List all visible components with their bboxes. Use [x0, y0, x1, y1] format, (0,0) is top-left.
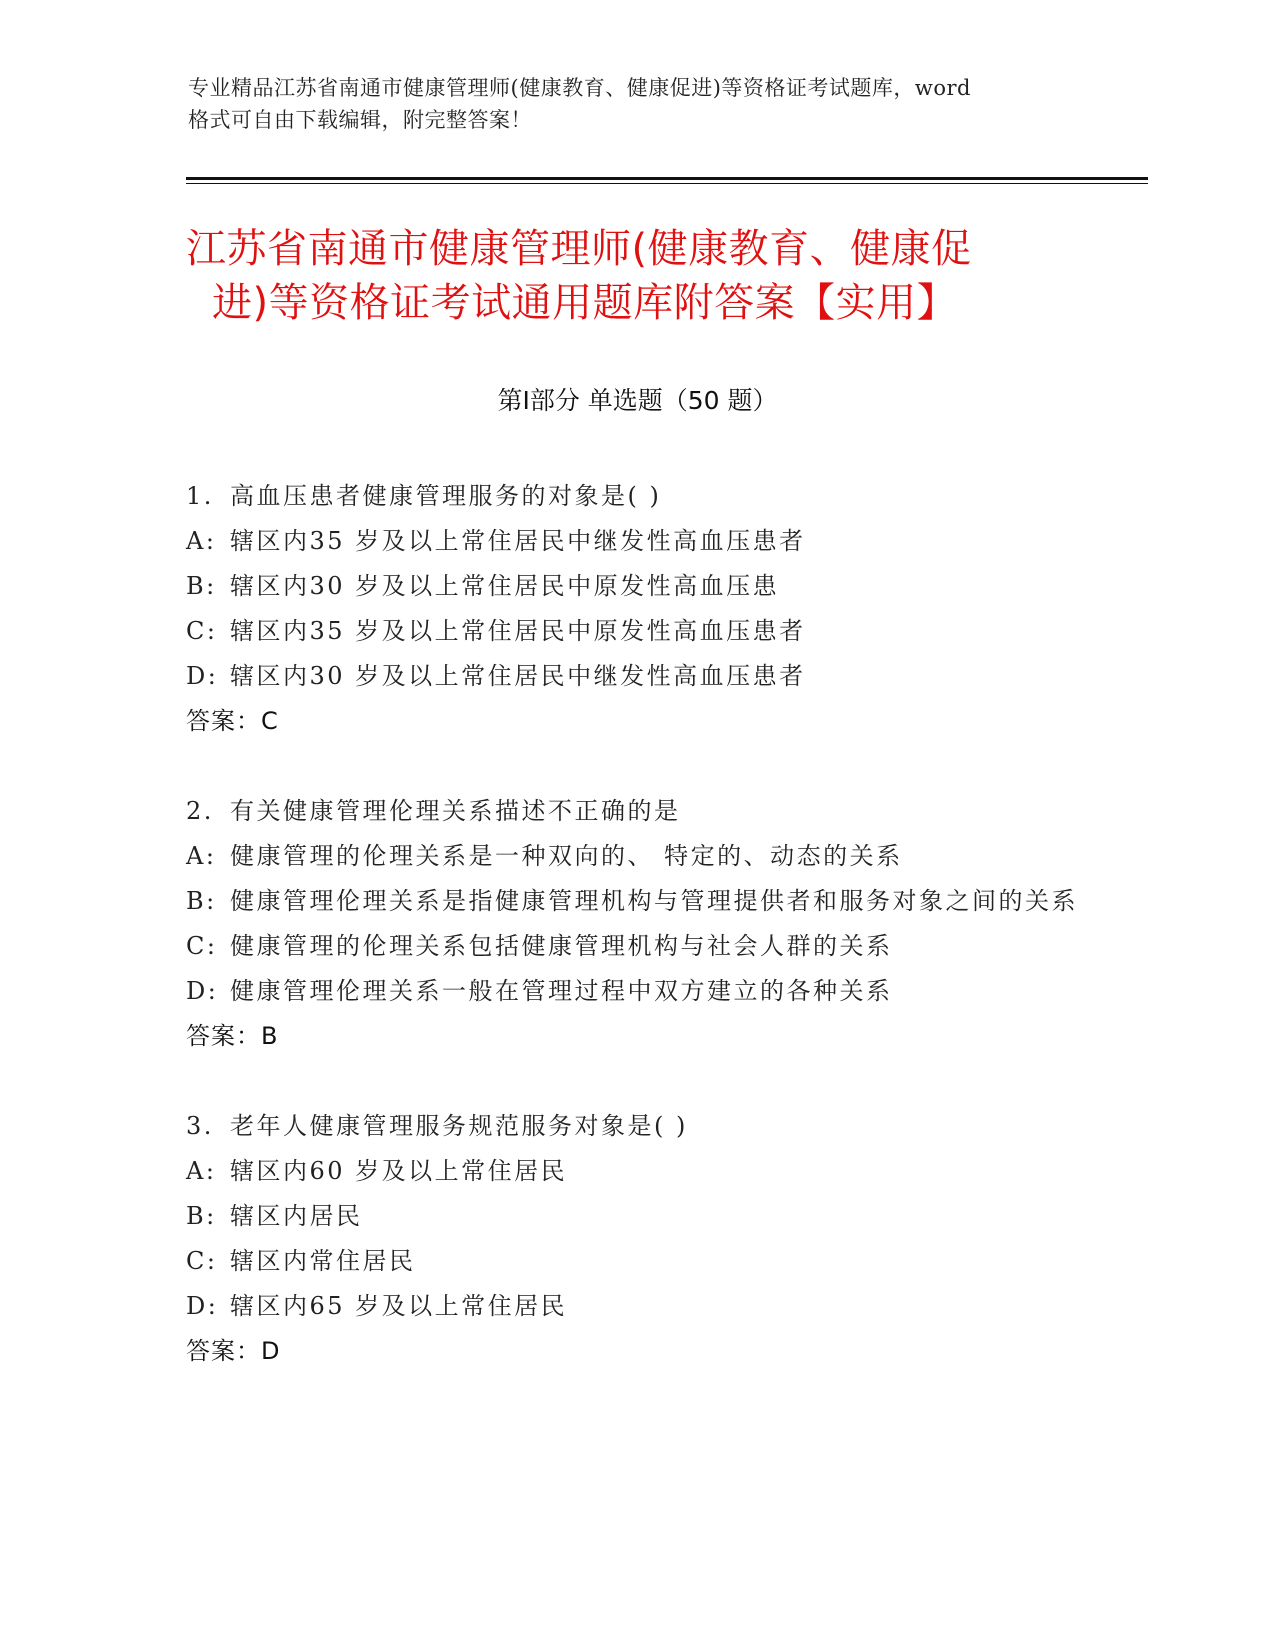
option-d [186, 1284, 1086, 1329]
answer-line: 答案：D [186, 1337, 281, 1365]
option-text: 辖区内35 岁及以上常住居民中原发性高血压患者 [230, 617, 806, 645]
option-prefix: D: [186, 662, 219, 690]
option-a [186, 1149, 1086, 1194]
question-stem [186, 474, 1086, 519]
option-d [186, 654, 1086, 699]
option-prefix: A: [186, 1157, 217, 1185]
option-text: 辖区内35 岁及以上常住居民中继发性高血压患者 [230, 527, 806, 555]
option-prefix: B: [186, 887, 217, 915]
header-note [188, 72, 1088, 136]
question-1 [186, 474, 1086, 744]
question-stem [186, 789, 1086, 834]
header-divider-thin [186, 183, 1148, 184]
option-prefix: A: [186, 527, 217, 555]
option-b [186, 879, 1086, 924]
option-c [186, 609, 1086, 654]
question-number: 2. [186, 797, 214, 825]
question-stem-text: 有关健康管理伦理关系描述不正确的是 [230, 797, 681, 825]
header-note-line-2: 格式可自由下载编辑，附完整答案！ [188, 108, 532, 132]
option-text: 健康管理伦理关系是指健康管理机构与管理提供者和服务对象之间的关系 [230, 887, 1078, 915]
option-prefix: A: [186, 842, 217, 870]
question-stem-text: 老年人健康管理服务规范服务对象是( ) [230, 1112, 688, 1140]
document-title-line-2: 进)等资格证考试通用题库附答案【实用】 [212, 280, 958, 326]
option-prefix: C: [186, 1247, 218, 1275]
option-text: 健康管理伦理关系一般在管理过程中双方建立的各种关系 [230, 977, 893, 1005]
document-title-line-1: 江苏省南通市健康管理师(健康教育、健康促 [186, 226, 972, 272]
section-title: 第Ⅰ部分 单选题（50 题） [497, 386, 778, 415]
option-c [186, 1239, 1086, 1284]
question-3 [186, 1104, 1086, 1374]
header-note-line-1: 专业精品江苏省南通市健康管理师(健康教育、健康促进)等资格证考试题库，word [188, 76, 971, 100]
option-text: 辖区内常住居民 [230, 1247, 416, 1275]
question-list [186, 474, 1086, 1419]
option-text: 辖区内65 岁及以上常住居民 [230, 1292, 568, 1320]
option-prefix: B: [186, 572, 217, 600]
option-text: 辖区内30 岁及以上常住居民中原发性高血压患 [230, 572, 780, 600]
option-text: 健康管理的伦理关系包括健康管理机构与社会人群的关系 [230, 932, 893, 960]
header-divider-thick [186, 177, 1148, 180]
option-text: 辖区内居民 [230, 1202, 363, 1230]
document-title [186, 222, 1086, 330]
question-number: 3. [186, 1112, 214, 1140]
option-prefix: C: [186, 932, 218, 960]
question-2 [186, 789, 1086, 1059]
question-stem-text: 高血压患者健康管理服务的对象是( ) [230, 482, 662, 510]
answer-line: 答案：C [186, 707, 279, 735]
option-prefix: B: [186, 1202, 217, 1230]
question-stem [186, 1104, 1086, 1149]
option-a [186, 834, 1086, 879]
answer-line: 答案：B [186, 1022, 279, 1050]
option-prefix: D: [186, 1292, 219, 1320]
option-c [186, 924, 1086, 969]
option-b [186, 564, 1086, 609]
option-text: 健康管理的伦理关系是一种双向的、 特定的、动态的关系 [230, 842, 903, 870]
option-prefix: C: [186, 617, 218, 645]
option-d [186, 969, 1086, 1014]
option-prefix: D: [186, 977, 219, 1005]
option-text: 辖区内60 岁及以上常住居民 [230, 1157, 568, 1185]
option-a [186, 519, 1086, 564]
option-text: 辖区内30 岁及以上常住居民中继发性高血压患者 [230, 662, 806, 690]
option-b [186, 1194, 1086, 1239]
question-number: 1. [186, 482, 214, 510]
